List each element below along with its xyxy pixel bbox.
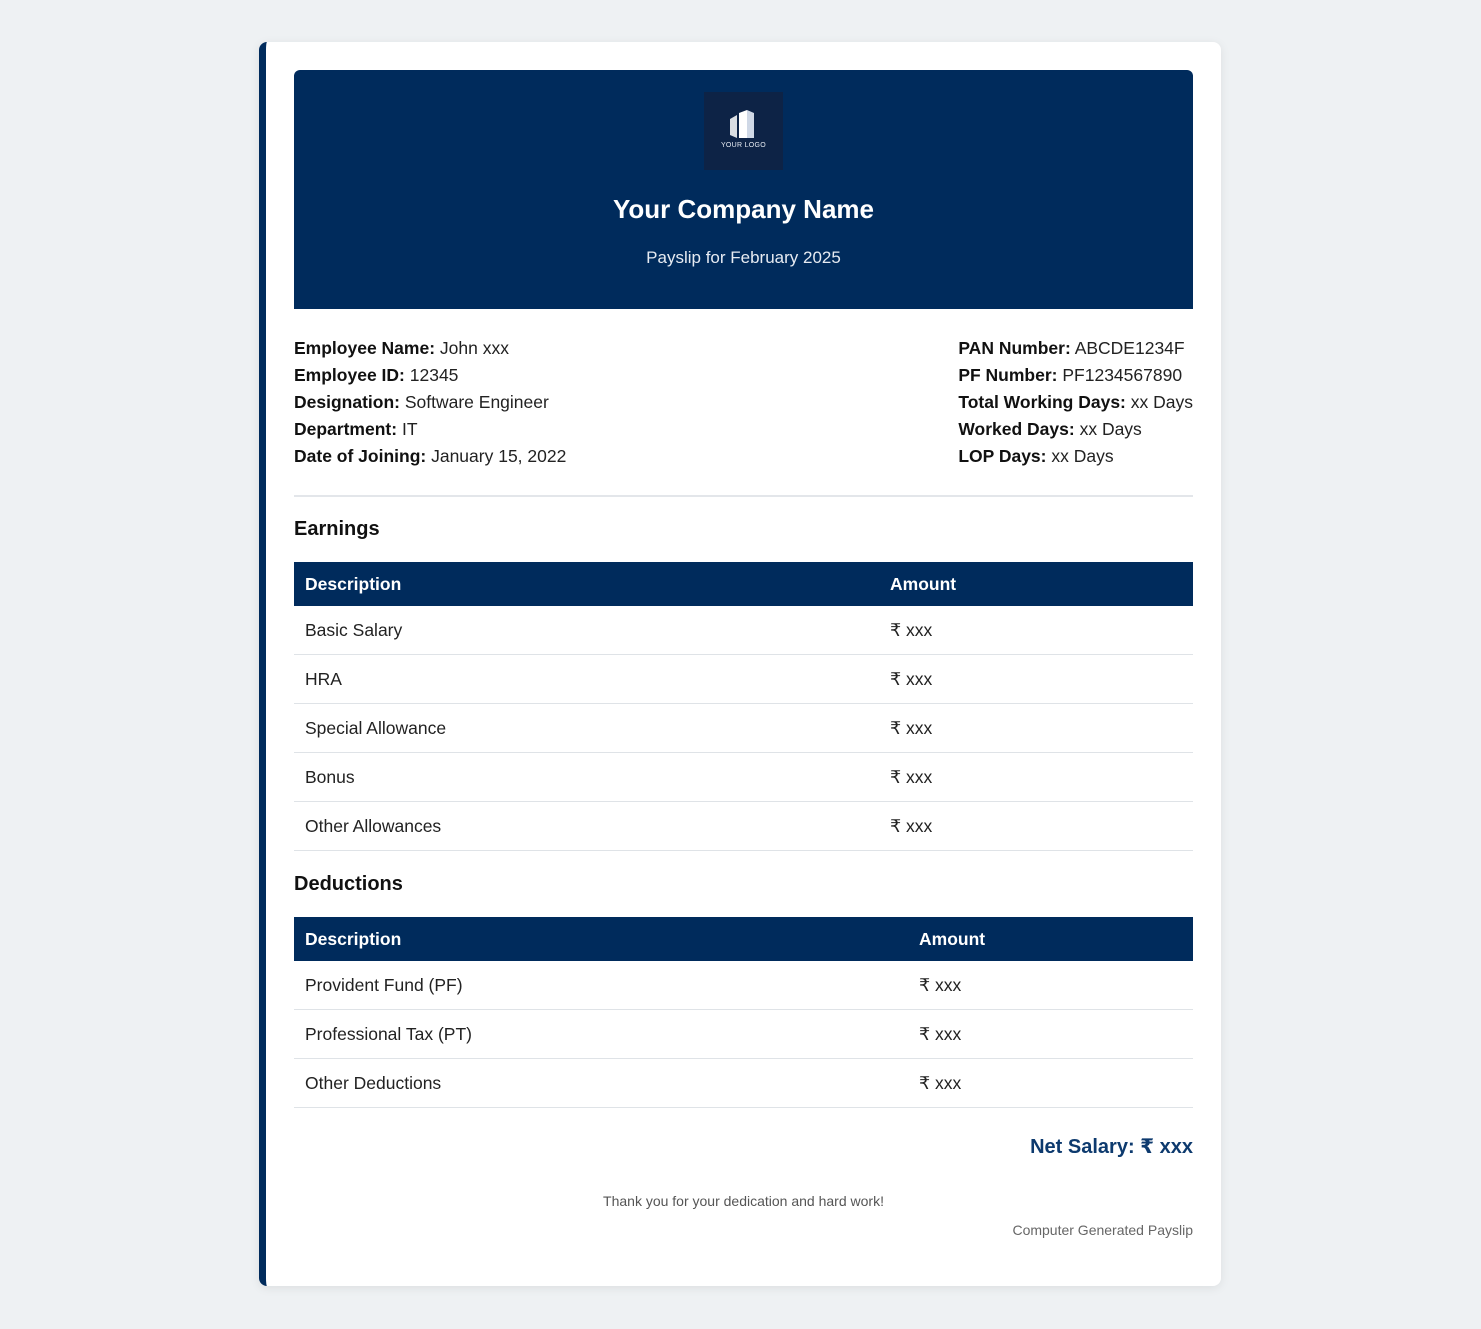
table-row: Other Allowances ₹ xxx (294, 802, 1193, 851)
earnings-col-description: Description (294, 562, 879, 606)
building-icon (704, 92, 783, 170)
table-row: Provident Fund (PF) ₹ xxx (294, 961, 1193, 1010)
info-row: PAN Number: ABCDE1234F (958, 338, 1185, 358)
earnings-title: Earnings (294, 518, 380, 540)
company-logo (704, 92, 783, 170)
info-row: Designation: Software Engineer (294, 392, 549, 412)
table-row: HRA ₹ xxx (294, 655, 1193, 704)
deductions-col-amount: Amount (908, 917, 1193, 961)
info-row: Employee Name: John xxx (294, 338, 509, 358)
employee-info-right (958, 335, 1193, 470)
table-header-row (294, 562, 1193, 606)
info-row: LOP Days: xx Days (958, 446, 1114, 466)
info-row: Date of Joining: January 15, 2022 (294, 446, 567, 466)
info-row: Employee ID: 12345 (294, 365, 459, 385)
earnings-col-amount: Amount (879, 562, 1193, 606)
deductions-table (294, 917, 1193, 1108)
info-row: Worked Days: xx Days (958, 419, 1142, 439)
payslip-period: Payslip for February 2025 (646, 248, 841, 267)
payslip-card (259, 42, 1221, 1286)
deductions-col-description: Description (294, 917, 908, 961)
info-row: PF Number: PF1234567890 (958, 365, 1183, 385)
table-row: Professional Tax (PT) ₹ xxx (294, 1010, 1193, 1059)
payslip-header (294, 70, 1193, 309)
generated-note: Computer Generated Payslip (1012, 1222, 1193, 1238)
table-header-row (294, 917, 1193, 961)
net-salary: Net Salary: ₹ xxx (1030, 1136, 1193, 1158)
table-row: Other Deductions ₹ xxx (294, 1059, 1193, 1108)
employee-info (294, 309, 1193, 497)
company-name: Your Company Name (612, 194, 874, 224)
thank-you-message: Thank you for your dedication and hard work! (603, 1193, 884, 1209)
deductions-title: Deductions (294, 873, 403, 895)
table-row: Special Allowance ₹ xxx (294, 704, 1193, 753)
info-row: Total Working Days: xx Days (958, 392, 1193, 412)
table-row: Bonus ₹ xxx (294, 753, 1193, 802)
payslip-content (294, 70, 1193, 1238)
earnings-table (294, 562, 1193, 851)
employee-info-left (294, 335, 566, 470)
table-row: Basic Salary ₹ xxx (294, 606, 1193, 655)
logo-text: YOUR LOGO (720, 142, 767, 149)
info-row: Department: IT (294, 419, 418, 439)
